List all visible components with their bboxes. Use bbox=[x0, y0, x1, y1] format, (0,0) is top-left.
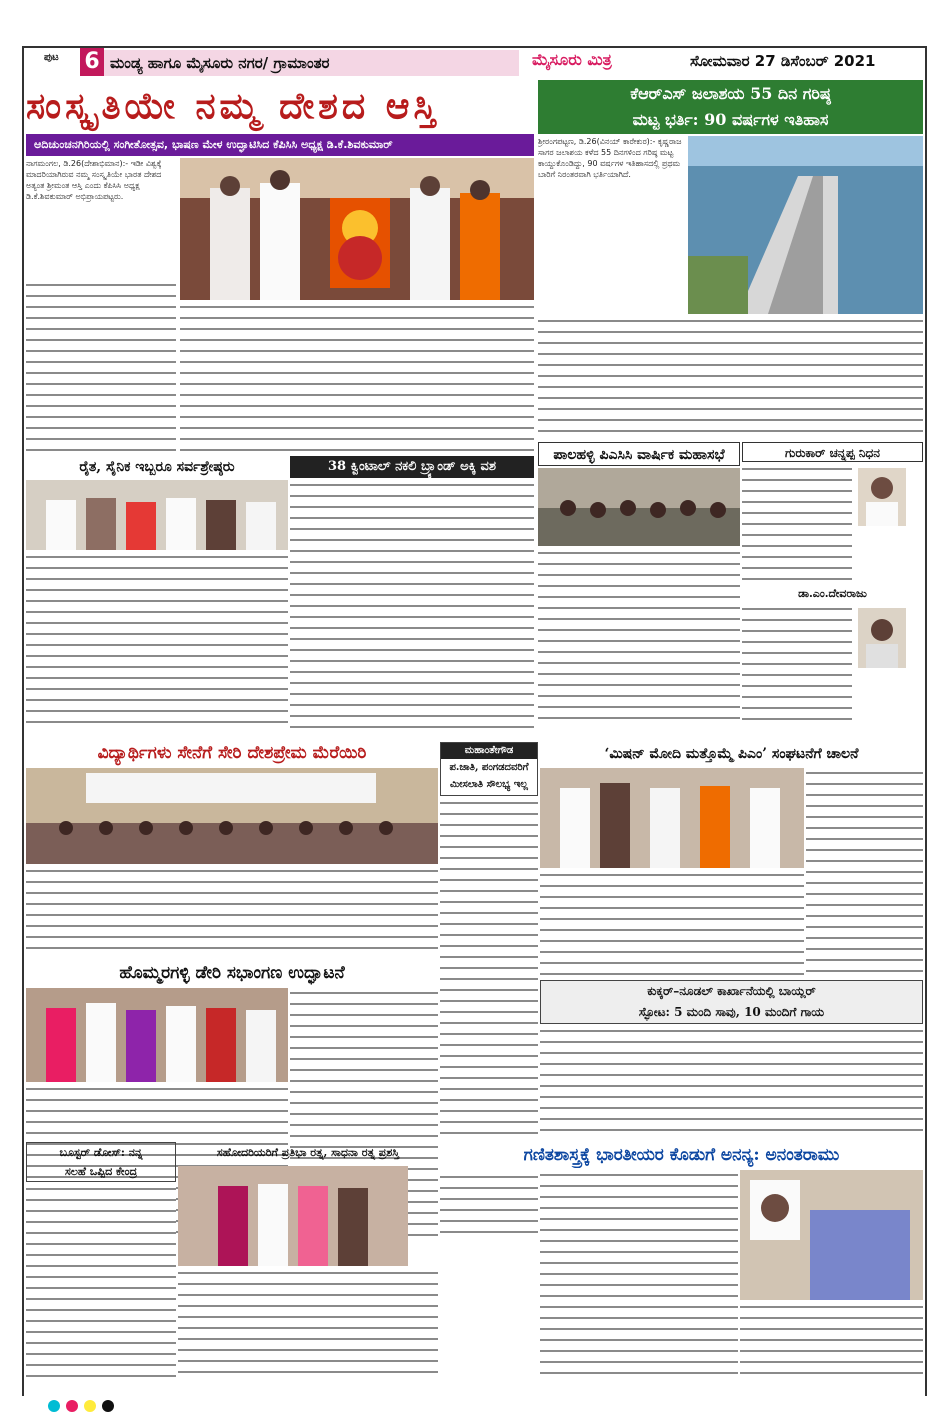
registration-mark-magenta bbox=[66, 1400, 78, 1412]
mahanthegowda-box bbox=[440, 742, 538, 796]
farmer-soldier-text bbox=[26, 552, 288, 728]
main-headline: ಸಂಸ್ಕೃತಿಯೇ ನಮ್ಮ ದೇಶದ ಆಸ್ತಿ bbox=[26, 85, 440, 127]
mahanthegowda-headline-2: ಪ.ಜಾತಿ, ಪಂಗಡದವರಿಗೆ bbox=[449, 762, 529, 773]
boiler-headline-1: ಕುಕ್ಕರ್–ನೂಡಲ್ ಕಾರ್ಖಾನೆಯಲ್ಲಿ ಬಾಯ್ಲರ್ bbox=[647, 984, 816, 998]
gurukar-headline: ಗುರುಕಾರ್ ಚನ್ನಪ್ಪ ನಿಧನ bbox=[742, 442, 923, 462]
fake-rice-text bbox=[290, 480, 534, 728]
main-story-text bbox=[26, 280, 176, 452]
page-number: 6 bbox=[80, 48, 104, 76]
mission-modi-photo bbox=[540, 768, 804, 868]
booster-headline-box bbox=[26, 1142, 176, 1182]
booster-headline-2: ಸಲಹೆ ಒಪ್ಪಿದ ಕೇಂದ್ರ bbox=[64, 1165, 138, 1178]
maths-text-2 bbox=[740, 1302, 923, 1380]
devaraju-headline: ಡಾ.ಎಂ.ದೇವರಾಜು bbox=[798, 587, 867, 600]
main-story-lead: ನಾಗಮಂಗಲ, ಡಿ.26(ದೇಶಾಭಿಮಾನ):- ಇಡೀ ವಿಶ್ವಕ್ಕೆ ಮಾದರಿಯಾಗಿರುವ ನಮ್ಮ ಸಂಸ್ಕೃತಿಯೇ ಭಾರತ ದೇಶದ ಅತ್ಯಂತ ಶ್ರೀಮಂತ ಆಸ್ತಿ ಎಂದು ಕೆಪಿಸಿಸಿ ಅಧ್ಯಕ್ಷ ಡಿ.ಕೆ.ಶಿವಕುಮಾರ್ ಅಭಿಪ್ರಾಯಪಟ್ಟರು. bbox=[26, 158, 176, 278]
krs-headline bbox=[538, 80, 923, 134]
students-army-photo bbox=[26, 768, 438, 864]
registration-mark-yellow bbox=[84, 1400, 96, 1412]
dairy-headline: ಹೊಮ್ಮರಗಳ್ಳಿ ಡೇರಿ ಸಭಾಂಗಣ ಉದ್ಘಾಟನೆ bbox=[119, 963, 345, 983]
main-subheadline: ಆದಿಚುಂಚನಗಿರಿಯಲ್ಲಿ ಸಂಗೀತೋತ್ಸವ, ಭಾಷಣ ಮೇಳ ಉದ್ಘಾಟಿಸಿದ ಕೆಪಿಸಿಸಿ ಅಧ್ಯಕ್ಷ ಡಿ.ಕೆ.ಶಿವಕುಮಾರ್ bbox=[26, 134, 534, 156]
mahanthegowda-headline-1: ಮಹಾಂತೇಗೌಡ bbox=[441, 743, 537, 759]
mahanthegowda-headline-3: ಮೀಸಲಾತಿ ಸೌಲಭ್ಯ ಇಲ್ಲ bbox=[450, 779, 528, 790]
krs-story-lead: ಶ್ರೀರಂಗಪಟ್ಟಣ, ಡಿ.26(ವಿನಯ್ ಕಾರೇಕುರ):- ಕೃಷ್ಣರಾಜ ಸಾಗರ ಜಲಾಶಯ ಕಳೆದ 55 ದಿನಗಳಿಂದ ಗರಿಷ್ಠ ಮಟ್ಟ ಕಾಯ್ದುಕೊಂಡಿದ್ದು, 90 ವರ್ಷಗಳ ಇತಿಹಾಸದಲ್ಲಿ ಪ್ರಥಮ ಬಾರಿಗೆ ನಿರಂತರವಾಗಿ ಭರ್ತಿಯಾಗಿದೆ. bbox=[538, 136, 688, 314]
sisters-text bbox=[178, 1268, 438, 1380]
dairy-photo bbox=[26, 988, 288, 1082]
pacs-headline: ಪಾಲಹಳ್ಳಿ ಪಿಎಸಿಸಿ ವಾರ್ಷಿಕ ಮಹಾಸಭೆ bbox=[538, 442, 740, 466]
booster-text bbox=[26, 1184, 176, 1380]
page-label: ಪುಟ bbox=[44, 52, 59, 63]
registration-mark-cyan bbox=[48, 1400, 60, 1412]
mission-modi-headline: ‘ಮಿಷನ್ ಮೋದಿ ಮತ್ತೊಮ್ಮೆ ಪಿಎಂ’ ಸಂಘಟನೆಗೆ ಚಾಲನೆ bbox=[604, 746, 859, 762]
pacs-photo bbox=[538, 468, 740, 546]
sisters-photo bbox=[178, 1166, 408, 1266]
maths-photo bbox=[740, 1170, 923, 1300]
maths-text bbox=[540, 1170, 738, 1380]
farmer-soldier-photo bbox=[26, 480, 288, 550]
page-border-top bbox=[22, 46, 927, 48]
boiler-headline-box bbox=[540, 980, 923, 1024]
main-story-columns bbox=[180, 302, 534, 452]
students-army-text bbox=[26, 866, 438, 956]
students-army-headline: ವಿದ್ಯಾರ್ಥಿಗಳು ಸೇನೆಗೆ ಸೇರಿ ದೇಶಪ್ರೇಮ ಮೆರೆಯಿರಿ bbox=[97, 743, 367, 763]
gurukar-text bbox=[742, 464, 852, 584]
mission-modi-side-text bbox=[806, 768, 923, 978]
paper-logo: ಮೈಸೂರು ಮಿತ್ರ bbox=[532, 50, 612, 69]
section-title: ಮಂಡ್ಯ ಹಾಗೂ ಮೈಸೂರು ನಗರ/ ಗ್ರಾಮಾಂತರ bbox=[104, 50, 519, 76]
issue-date: ಸೋಮವಾರ 27 ಡಿಸೆಂಬರ್ 2021 bbox=[690, 52, 876, 70]
krs-story-text bbox=[538, 316, 923, 440]
main-event-photo bbox=[180, 158, 534, 300]
maths-headline: ಗಣಿತಶಾಸ್ತ್ರಕ್ಕೆ ಭಾರತೀಯರ ಕೊಡುಗೆ ಅನನ್ಯ: ಅನಂತರಾಮು bbox=[440, 1142, 923, 1168]
boiler-text bbox=[540, 1026, 923, 1136]
page-border-left bbox=[22, 46, 24, 1396]
gurukar-portrait bbox=[858, 468, 906, 526]
mission-modi-text bbox=[540, 870, 804, 978]
krs-headline-line1: ಕೆಆರ್‌ಎಸ್ ಜಲಾಶಯ 55 ದಿನ ಗರಿಷ್ಠ bbox=[630, 84, 831, 103]
mahanthegowda-text bbox=[440, 798, 538, 1238]
registration-mark-black bbox=[102, 1400, 114, 1412]
farmer-soldier-headline: ರೈತ, ಸೈನಿಕ ಇಬ್ಬರೂ ಸರ್ವಶ್ರೇಷ್ಠರು bbox=[26, 456, 288, 478]
booster-headline-1: ಬೂಸ್ಟರ್ ಡೋಸ್: ನನ್ನ bbox=[59, 1146, 143, 1159]
devaraju-portrait bbox=[858, 608, 906, 668]
fake-rice-headline: 38 ಕ್ವಿಂಟಾಲ್ ನಕಲಿ ಬ್ರ್ಯಾಂಡ್ ಅಕ್ಕಿ ವಶ bbox=[290, 456, 534, 478]
krs-headline-line2: ಮಟ್ಟ ಭರ್ತಿ: 90 ವರ್ಷಗಳ ಇತಿಹಾಸ bbox=[632, 110, 829, 129]
sisters-headline: ಸಹೋದರಿಯರಿಗೆ ಪ್ರತಿಭಾ ರತ್ನ, ಸಾಧನಾ ರತ್ನ ಪ್ರಶಸ್ತಿ bbox=[216, 1146, 400, 1159]
boiler-headline-2: ಸ್ಫೋಟ: 5 ಮಂದಿ ಸಾವು, 10 ಮಂದಿಗೆ ಗಾಯ bbox=[638, 1005, 825, 1019]
pacs-text bbox=[538, 548, 740, 728]
page-border-right bbox=[925, 46, 927, 1396]
devaraju-text bbox=[742, 604, 852, 728]
